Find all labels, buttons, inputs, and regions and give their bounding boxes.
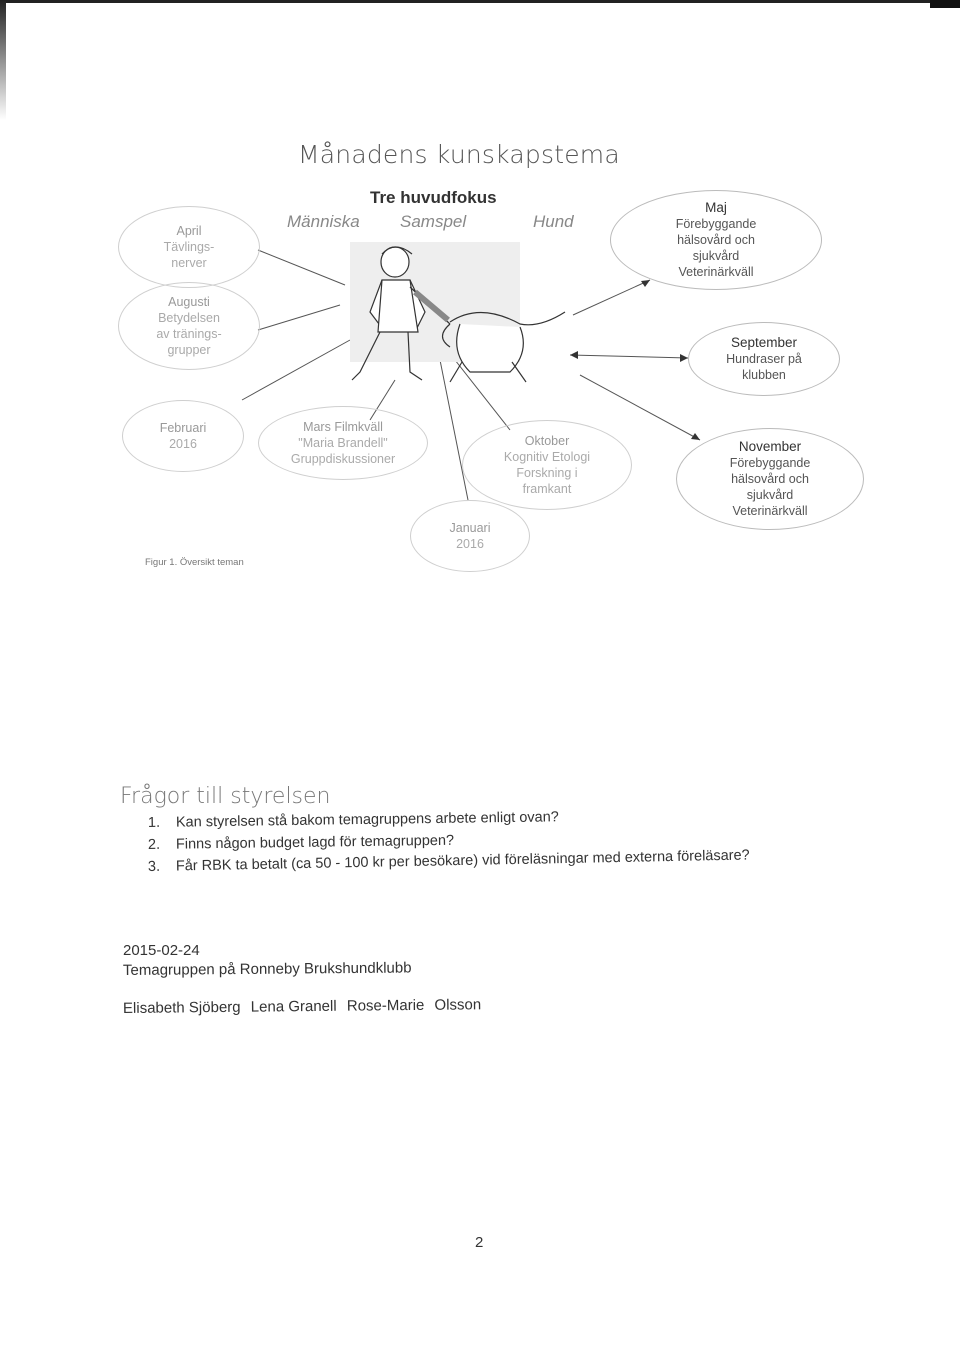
diagram-title: Månadens kunskapstema: [298, 140, 620, 169]
bubble-text: Veterinärkväll: [732, 504, 808, 518]
scan-edge: [0, 0, 960, 3]
man-and-dog-illustration: [330, 232, 590, 392]
bubble-text: Förebyggande: [729, 456, 811, 470]
bubble-februari: [122, 400, 244, 472]
page-number: 2: [475, 1234, 484, 1251]
bubble-text: Tävlings-: [163, 240, 215, 254]
author-name: Rose-Marie: [346, 996, 425, 1015]
bubble-text: klubben: [742, 368, 786, 382]
question-number: 3.: [147, 858, 161, 875]
bubble-april: [118, 206, 260, 288]
bubble-text: 2016: [456, 537, 484, 551]
bubble-label: Augusti: [168, 295, 210, 309]
author-name: Olsson: [434, 996, 482, 1014]
bubble-text: "Maria Brandell": [298, 436, 388, 450]
bubble-text: Förebyggande: [675, 217, 757, 231]
bubble-text: hälsovård och: [731, 472, 809, 486]
bubble-text: Kognitiv Etologi: [503, 450, 591, 464]
bubble-text: Hundraser på: [726, 352, 802, 366]
focus-label: Samspel: [400, 212, 467, 231]
diagram-subtitle: Tre huvudfokus: [370, 188, 497, 207]
scan-edge: [0, 0, 6, 120]
bubble-text: sjukvård: [746, 488, 794, 502]
bubble-text: Veterinärkväll: [678, 265, 754, 279]
bubble-mars: [258, 406, 428, 480]
bubble-text: sjukvård: [692, 249, 740, 263]
bubble-label: Oktober: [524, 434, 570, 448]
bubble-label: Februari: [159, 421, 207, 435]
bubble-text: 2016: [169, 437, 197, 451]
author-name: Elisabeth Sjöberg: [122, 998, 241, 1017]
question-number: 2.: [147, 836, 161, 853]
question-text: Får RBK ta betalt (ca 50 - 100 kr per besökare) vid föreläsningar med externa föreläsare?: [175, 847, 750, 875]
bubble-text: nerver: [171, 256, 207, 270]
bubble-januari: [410, 500, 530, 572]
bubble-text: grupper: [167, 343, 211, 357]
scan-edge: [930, 0, 960, 8]
document-date: 2015-02-24: [123, 942, 200, 959]
bubble-text: av tränings-: [156, 327, 222, 341]
question-text: Finns någon budget lagd för temagruppen?: [175, 832, 455, 853]
organization-name: Temagruppen på Ronneby Brukshundklubb: [122, 959, 412, 979]
bubble-september: [688, 322, 840, 396]
bubble-text: Forskning i: [516, 466, 578, 480]
bubble-text: framkant: [522, 482, 572, 496]
bubble-augusti: [118, 282, 260, 370]
bubble-oktober: [462, 420, 632, 510]
author-names: [123, 996, 487, 1017]
author-name: Lena Granell: [250, 997, 337, 1016]
focus-label: Människa: [287, 212, 360, 231]
bubble-label: September: [730, 335, 798, 350]
bubble-label: Maj: [705, 200, 727, 215]
bubble-text: Betydelsen: [158, 311, 220, 325]
bubble-label: November: [738, 439, 802, 454]
bubble-label: Mars Filmkväll: [303, 420, 383, 434]
question-number: 1.: [147, 814, 161, 831]
question-list: [147, 809, 868, 881]
figure-caption: Figur 1. Översikt teman: [145, 557, 244, 568]
question-text: Kan styrelsen stå bakom temagruppens arbete enligt ovan?: [175, 809, 559, 831]
bubble-label: Januari: [449, 521, 491, 535]
bubble-text: hälsovård och: [677, 233, 755, 247]
bubble-maj: [610, 190, 822, 290]
bubble-text: Gruppdiskussioner: [290, 452, 396, 466]
bubble-november: [676, 428, 864, 530]
bubble-label: April: [176, 224, 202, 238]
focus-label: Hund: [533, 212, 574, 231]
section-heading: Frågor till styrelsen: [120, 784, 331, 809]
